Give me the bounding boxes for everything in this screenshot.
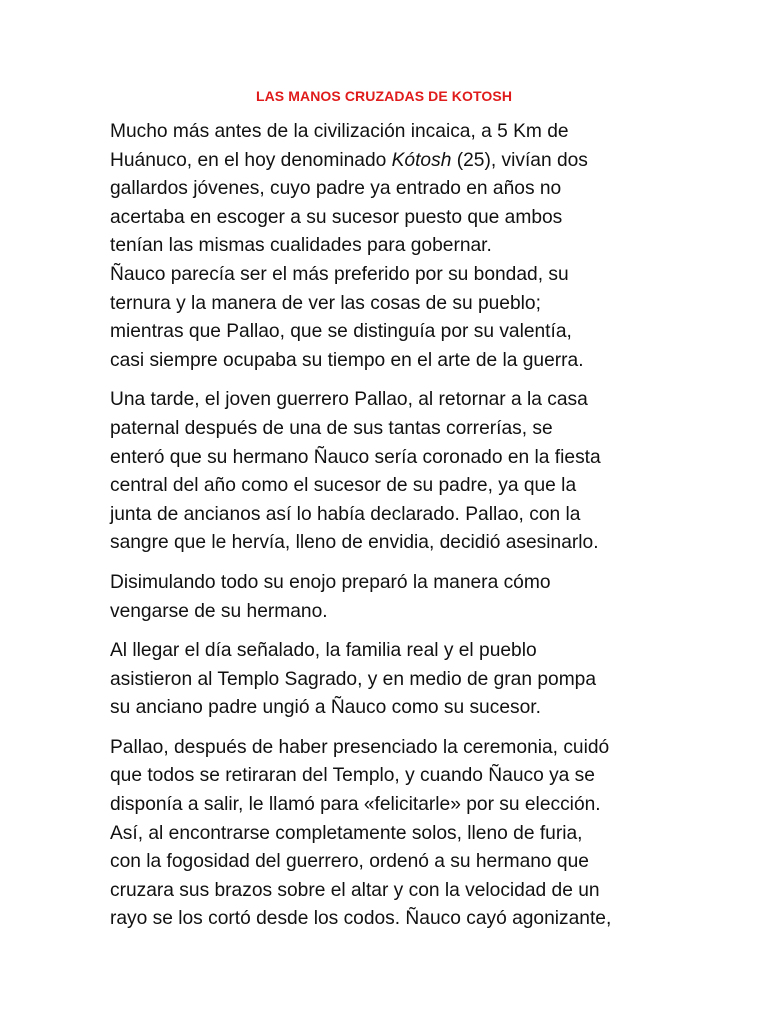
text-line: Mucho más antes de la civilización incaica, a 5 Km de	[110, 121, 569, 142]
text-line: tenían las mismas cualidades para gobernar.	[110, 235, 492, 257]
document-title: LAS MANOS CRUZADAS DE KOTOSH	[255, 88, 513, 104]
paragraph	[110, 734, 670, 934]
paragraph	[110, 569, 670, 626]
text-line: disponía a salir, le llamó para «felicitarle» por su elección.	[110, 794, 601, 816]
text-line: mientras que Pallao, que se distinguía por su valentía,	[110, 321, 572, 343]
text-line: Una tarde, el joven guerrero Pallao, al retornar a la casa	[110, 389, 588, 411]
text-line: asistieron al Templo Sagrado, y en medio de gran pompa	[110, 668, 597, 690]
text-line: ternura y la manera de ver las cosas de su pueblo;	[110, 292, 541, 314]
text-line: Huánuco, en el hoy denominado Kótosh (25), vivían dos	[110, 149, 588, 171]
text-line: central del año como el sucesor de su padre, ya que la	[110, 475, 577, 497]
text-line: acertaba en escoger a su sucesor puesto que ambos	[110, 206, 563, 228]
text-line: cruzara sus brazos sobre el altar y con la velocidad de un	[110, 879, 600, 901]
text-line: Al llegar el día señalado, la familia real y el pueblo	[110, 640, 537, 662]
text-line: Disimulando todo su enojo preparó la manera cómo	[110, 571, 551, 593]
document-body	[110, 118, 670, 945]
text-line: paternal después de una de sus tantas correrías, se	[110, 417, 553, 439]
paragraph	[110, 637, 670, 723]
text-line: junta de ancianos así lo había declarado. Pallao, con la	[110, 503, 581, 525]
text-line: con la fogosidad del guerrero, ordenó a su hermano que	[110, 851, 589, 873]
paragraph	[110, 118, 670, 261]
place-name-emphasis: Kótosh	[391, 149, 452, 171]
text-line: su anciano padre ungió a Ñauco como su sucesor.	[110, 697, 541, 719]
paragraph	[110, 386, 670, 558]
text-line: Así, al encontrarse completamente solos, lleno de furia,	[110, 822, 583, 844]
paragraph	[110, 261, 670, 375]
text-line: que todos se retiraran del Templo, y cuando Ñauco ya se	[110, 765, 595, 787]
text-line: enteró que su hermano Ñauco sería coronado en la fiesta	[110, 446, 601, 468]
text-line: gallardos jóvenes, cuyo padre ya entrado en años no	[110, 178, 562, 200]
text-line: casi siempre ocupaba su tiempo en el arte de la guerra.	[110, 349, 584, 371]
text-line: Pallao, después de haber presenciado la ceremonia, cuidó	[110, 736, 610, 758]
text-line: Ñauco parecía ser el más preferido por su bondad, su	[110, 263, 569, 285]
text-line: vengarse de su hermano.	[110, 600, 328, 622]
text-line: sangre que le hervía, lleno de envidia, decidió asesinarlo.	[110, 532, 599, 554]
text-line: rayo se los cortó desde los codos. Ñauco cayó agonizante,	[110, 908, 612, 930]
